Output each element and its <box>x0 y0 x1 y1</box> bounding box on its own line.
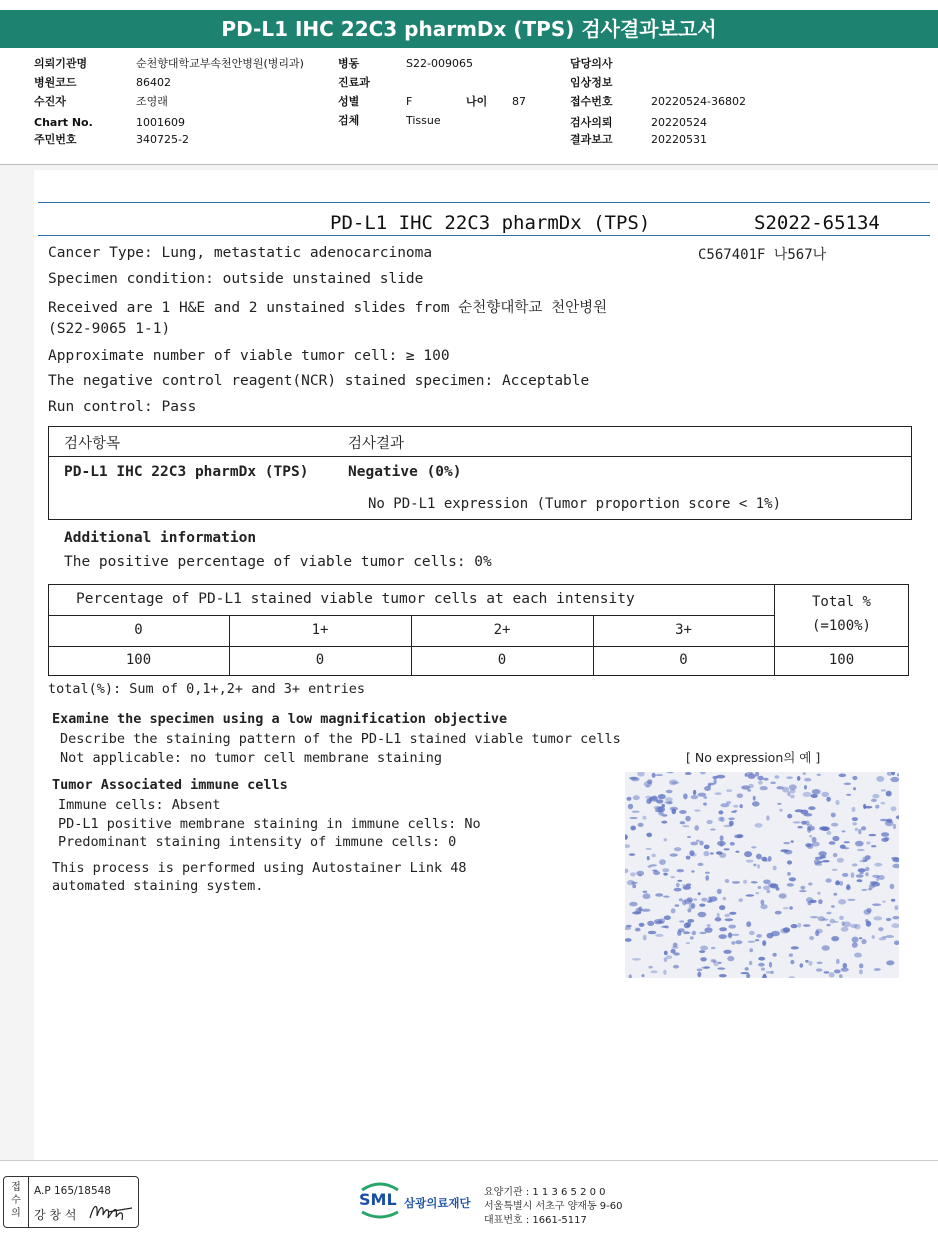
intensity-table-header: Percentage of PD-L1 stained viable tumor cells at each intensity <box>76 591 635 607</box>
result-table-divider <box>48 456 912 457</box>
value-chart-no: 1001609 <box>136 116 185 129</box>
label-doctor: 담당의사 <box>570 57 613 70</box>
org-name: 삼광의료재단 <box>404 1196 471 1210</box>
result-header-item: 검사항목 <box>64 436 121 452</box>
run-control-line: Run control: Pass <box>48 399 197 415</box>
label-requesting-institution: 의뢰기관명 <box>34 57 88 70</box>
stamp-name: 강 창 석 <box>34 1208 77 1222</box>
no-expression-example-image <box>625 772 899 978</box>
value-report-date: 20220531 <box>651 133 707 146</box>
stamp-divider <box>28 1176 29 1228</box>
intensity-value-1plus: 0 <box>315 652 325 668</box>
label-hospital-code: 병원코드 <box>34 76 77 89</box>
report-title: PD-L1 IHC 22C3 pharmDx (TPS) 검사결과보고서 <box>0 10 938 48</box>
value-receipt-no: 20220524-36802 <box>651 95 746 108</box>
received-line: Received are 1 H&E and 2 unstained slides from 순천향대학교 천안병원 <box>48 300 608 316</box>
report-id: S2022-65134 <box>754 212 880 234</box>
immune-line1: Immune cells: Absent <box>58 797 221 813</box>
additional-info-text: The positive percentage of viable tumor cells: 0% <box>64 554 492 570</box>
cancer-type-line: Cancer Type: Lung, metastatic adenocarcinoma <box>48 245 433 261</box>
value-ward: S22-009065 <box>406 57 473 70</box>
examine-line1: Describe the staining pattern of the PD-L1 stained viable tumor cells <box>60 731 621 747</box>
total-header-line1: Total % <box>811 594 871 610</box>
report-codes: C567401F 나567나 <box>698 247 827 263</box>
label-ward: 병동 <box>338 57 360 70</box>
value-patient: 조영래 <box>136 95 168 108</box>
value-id-number: 340725-2 <box>136 133 189 146</box>
label-patient: 수진자 <box>34 95 66 108</box>
footer-info-address: 서울특별시 서초구 양재동 9-60 <box>484 1201 623 1212</box>
immune-title: Tumor Associated immune cells <box>52 777 288 793</box>
label-clinical-info: 임상정보 <box>570 76 613 89</box>
intensity-col-2plus: 2+ <box>493 622 511 638</box>
label-chart-no: Chart No. <box>34 116 93 129</box>
additional-info-title: Additional information <box>64 530 257 546</box>
intensity-col-0: 0 <box>134 622 143 638</box>
value-age: 87 <box>512 95 526 108</box>
intensity-row-divider <box>48 646 909 647</box>
label-receipt-no: 접수번호 <box>570 95 613 108</box>
result-value: Negative (0%) <box>348 464 462 480</box>
top-rule <box>38 202 930 203</box>
value-requesting-institution: 순천향대학교부속천안병원(병리과) <box>136 57 304 70</box>
label-id-number: 주민번호 <box>34 133 77 146</box>
value-specimen: Tissue <box>406 114 441 127</box>
viable-cells-line: Approximate number of viable tumor cell: ≥ 100 <box>48 348 450 364</box>
intensity-col-1plus: 1+ <box>311 622 329 638</box>
result-note: No PD-L1 expression (Tumor proportion score < 1%) <box>368 496 782 512</box>
heading-rule <box>38 235 930 236</box>
label-department: 진료과 <box>338 76 370 89</box>
specimen-condition-line: Specimen condition: outside unstained slide <box>48 271 424 287</box>
total-header-line2: (=100%) <box>811 618 871 634</box>
value-hospital-code: 86402 <box>136 76 171 89</box>
intensity-total-value: 100 <box>828 652 855 668</box>
intensity-value-2plus: 0 <box>497 652 507 668</box>
footer-info-institution: 요양기관 : 1 1 3 6 5 2 0 0 <box>484 1187 606 1198</box>
intensity-value-3plus: 0 <box>679 652 688 668</box>
intensity-col-3plus: 3+ <box>675 622 692 638</box>
footer-info-phone: 대표번호 : 1661-5117 <box>484 1215 587 1226</box>
intensity-value-0: 100 <box>125 652 152 668</box>
result-item: PD-L1 IHC 22C3 pharmDx (TPS) <box>64 464 309 480</box>
process-line1: This process is performed using Autostainer Link 48 <box>52 860 467 876</box>
label-specimen: 검체 <box>338 114 360 127</box>
stained-tissue-image <box>625 772 899 978</box>
value-sex: F <box>406 95 413 108</box>
label-report-date: 결과보고 <box>570 133 613 146</box>
signature-icon <box>88 1198 134 1224</box>
intensity-footnote: total(%): Sum of 0,1+,2+ and 3+ entries <box>48 681 365 697</box>
process-line2: automated staining system. <box>52 878 264 894</box>
value-request-date: 20220524 <box>651 116 707 129</box>
report-test-name: PD-L1 IHC 22C3 pharmDx (TPS) <box>330 212 651 234</box>
examine-line2: Not applicable: no tumor cell membrane staining <box>60 750 443 766</box>
immune-line3: Predominant staining intensity of immune cells: 0 <box>58 834 457 850</box>
image-caption: [ No expression의 예 ] <box>686 750 821 765</box>
examine-title: Examine the specimen using a low magnification objective <box>52 711 508 727</box>
label-request-date: 검사의뢰 <box>570 116 613 129</box>
label-age: 나이 <box>466 95 488 108</box>
ncr-line: The negative control reagent(NCR) stained specimen: Acceptable <box>48 373 590 389</box>
stamp-license: A.P 165/18548 <box>34 1185 111 1197</box>
sml-logo-text: SML <box>359 1190 397 1209</box>
slide-id-line: (S22-9065 1-1) <box>48 321 171 337</box>
immune-line2: PD-L1 positive membrane staining in immune cells: No <box>58 816 481 832</box>
label-sex: 성별 <box>338 95 360 108</box>
stamp-label: 접수의 <box>11 1182 21 1219</box>
result-header-result: 검사결과 <box>348 436 405 452</box>
